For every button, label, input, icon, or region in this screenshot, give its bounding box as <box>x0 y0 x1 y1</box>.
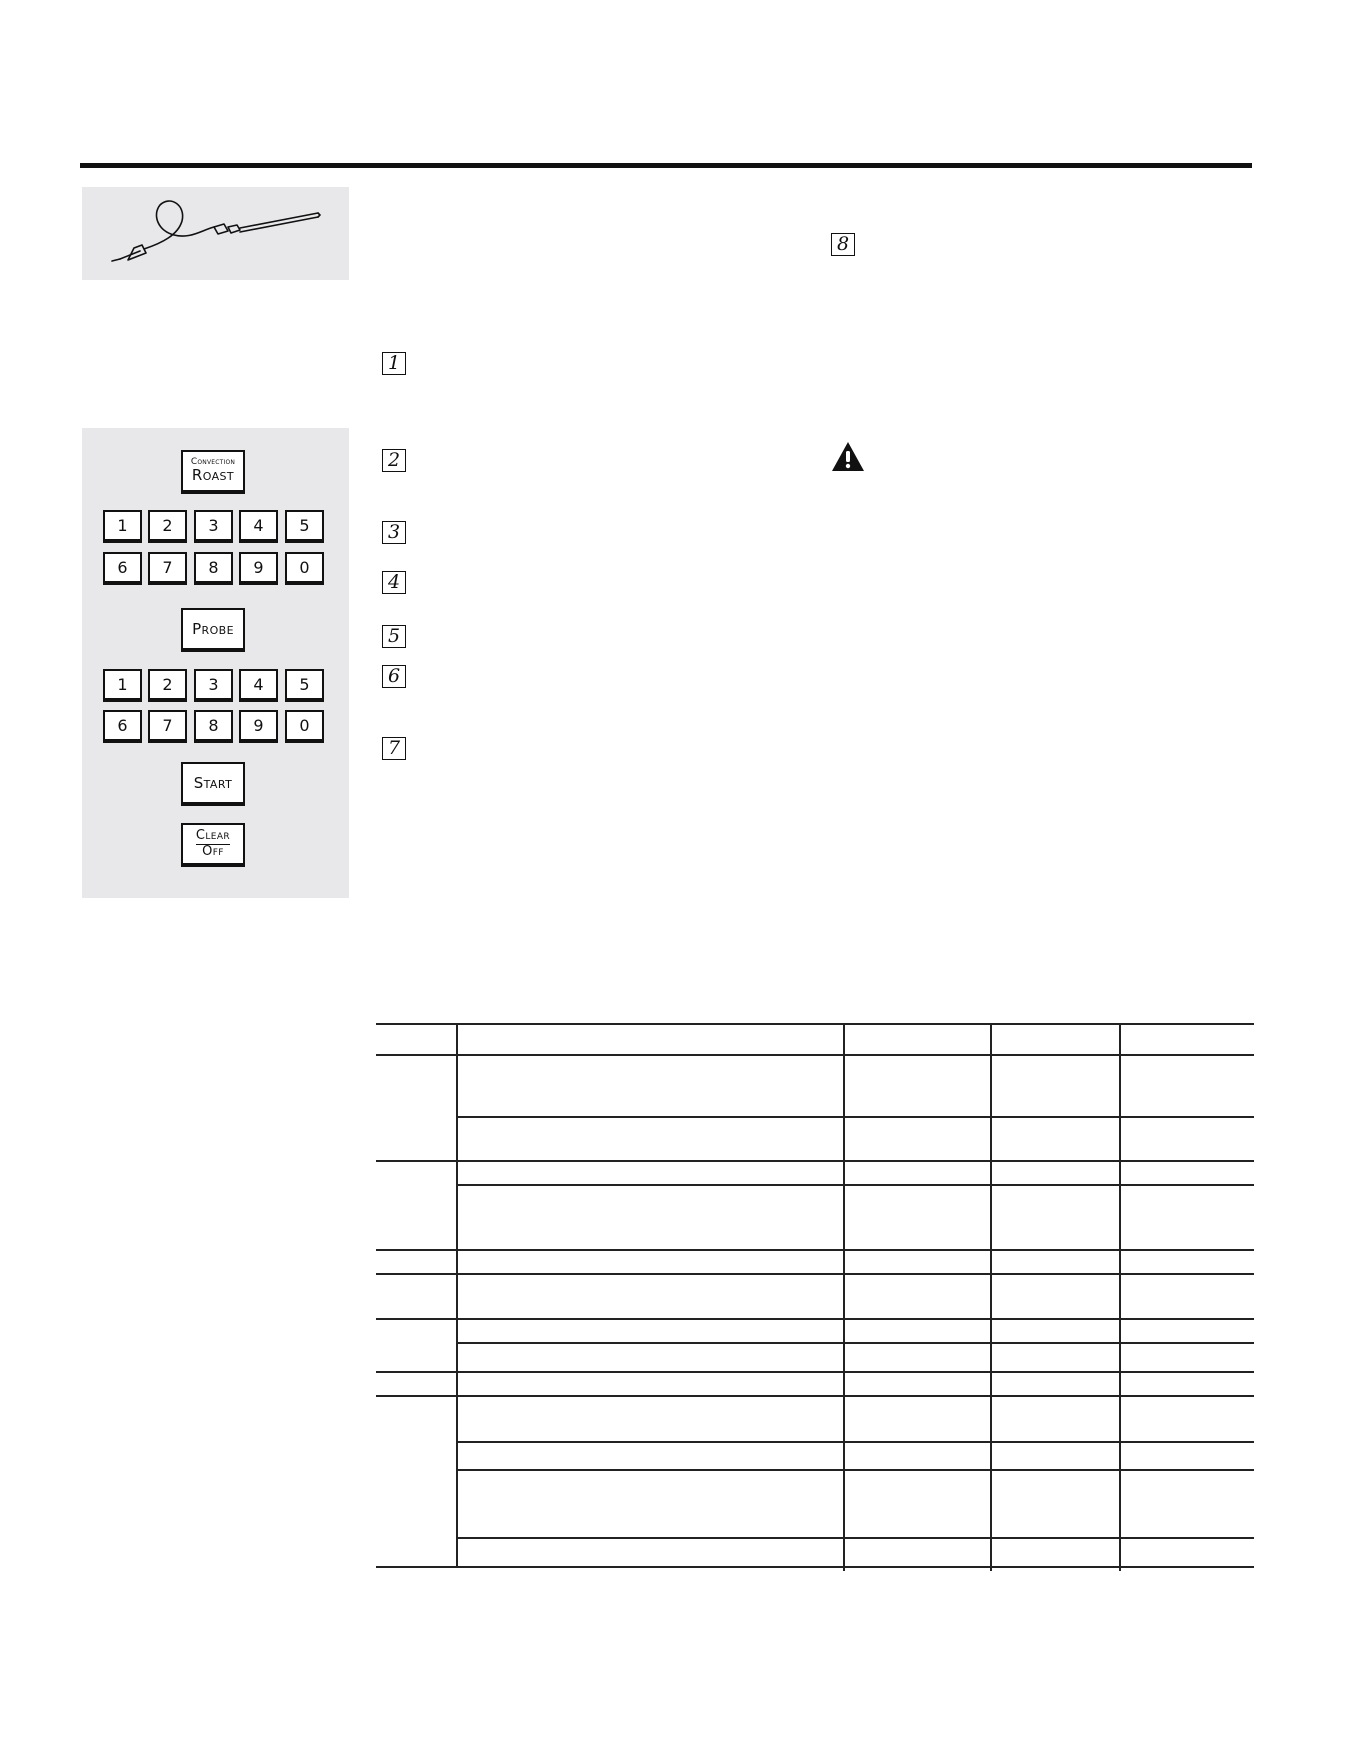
warning-triangle-icon <box>831 441 865 472</box>
step-number-6: 6 <box>382 665 406 688</box>
digit-key[interactable]: 6 <box>103 552 142 585</box>
table-header-rule <box>376 1054 1254 1056</box>
convection-roast-button[interactable] <box>181 450 245 494</box>
table-row-rule <box>456 1441 1254 1443</box>
table-row-rule <box>376 1395 1254 1397</box>
start-button[interactable] <box>181 762 245 806</box>
table-row-rule <box>456 1537 1254 1539</box>
table-column-rule <box>1119 1023 1121 1571</box>
table-row-rule <box>376 1371 1254 1373</box>
digit-key[interactable]: 1 <box>103 510 142 543</box>
digit-key[interactable]: 4 <box>239 510 278 543</box>
step-number-3: 3 <box>382 521 406 544</box>
convection-roast-label-top: Convection <box>190 457 236 468</box>
digit-key[interactable]: 8 <box>194 710 233 743</box>
meat-probe-icon <box>82 187 349 280</box>
step-number-4: 4 <box>382 571 406 594</box>
off-label: Off <box>202 844 224 859</box>
digit-key[interactable]: 2 <box>148 669 187 702</box>
digit-key[interactable]: 8 <box>194 552 233 585</box>
table-row-rule <box>456 1184 1254 1186</box>
table-top-rule <box>376 1023 1254 1025</box>
digit-key[interactable]: 3 <box>194 510 233 543</box>
probe-button[interactable] <box>181 608 245 652</box>
digit-key[interactable]: 6 <box>103 710 142 743</box>
step-number-5: 5 <box>382 625 406 648</box>
digit-key[interactable]: 1 <box>103 669 142 702</box>
digit-key[interactable]: 3 <box>194 669 233 702</box>
probe-illustration-panel <box>82 187 349 280</box>
digit-key[interactable]: 7 <box>148 710 187 743</box>
roasting-guide-table <box>376 1023 1254 1571</box>
convection-roast-label-bottom: Roast <box>191 465 235 484</box>
table-column-rule <box>843 1023 845 1571</box>
step-number-7: 7 <box>382 737 406 760</box>
table-row-rule <box>456 1469 1254 1471</box>
digit-key[interactable]: 0 <box>285 710 324 743</box>
digit-key[interactable]: 5 <box>285 510 324 543</box>
clear-off-button[interactable] <box>181 823 245 867</box>
digit-key[interactable]: 4 <box>239 669 278 702</box>
table-column-rule <box>990 1023 992 1571</box>
digit-key[interactable]: 5 <box>285 669 324 702</box>
table-row-rule <box>376 1273 1254 1275</box>
header-rule <box>80 163 1252 168</box>
start-label: Start <box>193 773 233 792</box>
probe-label: Probe <box>192 619 234 638</box>
clear-label: Clear <box>195 828 231 844</box>
step-number-1: 1 <box>382 352 406 375</box>
table-row-rule <box>376 1160 1254 1162</box>
table-row-rule <box>456 1116 1254 1118</box>
digit-key[interactable]: 0 <box>285 552 324 585</box>
table-row-rule <box>376 1249 1254 1251</box>
digit-key[interactable]: 9 <box>239 552 278 585</box>
step-number-2: 2 <box>382 449 406 472</box>
digit-key[interactable]: 2 <box>148 510 187 543</box>
table-column-rule <box>456 1023 458 1568</box>
digit-key[interactable]: 9 <box>239 710 278 743</box>
step-number-8: 8 <box>831 233 855 256</box>
table-bottom-rule <box>376 1566 1254 1568</box>
table-row-rule <box>456 1342 1254 1344</box>
digit-key[interactable]: 7 <box>148 552 187 585</box>
table-row-rule <box>376 1318 1254 1320</box>
